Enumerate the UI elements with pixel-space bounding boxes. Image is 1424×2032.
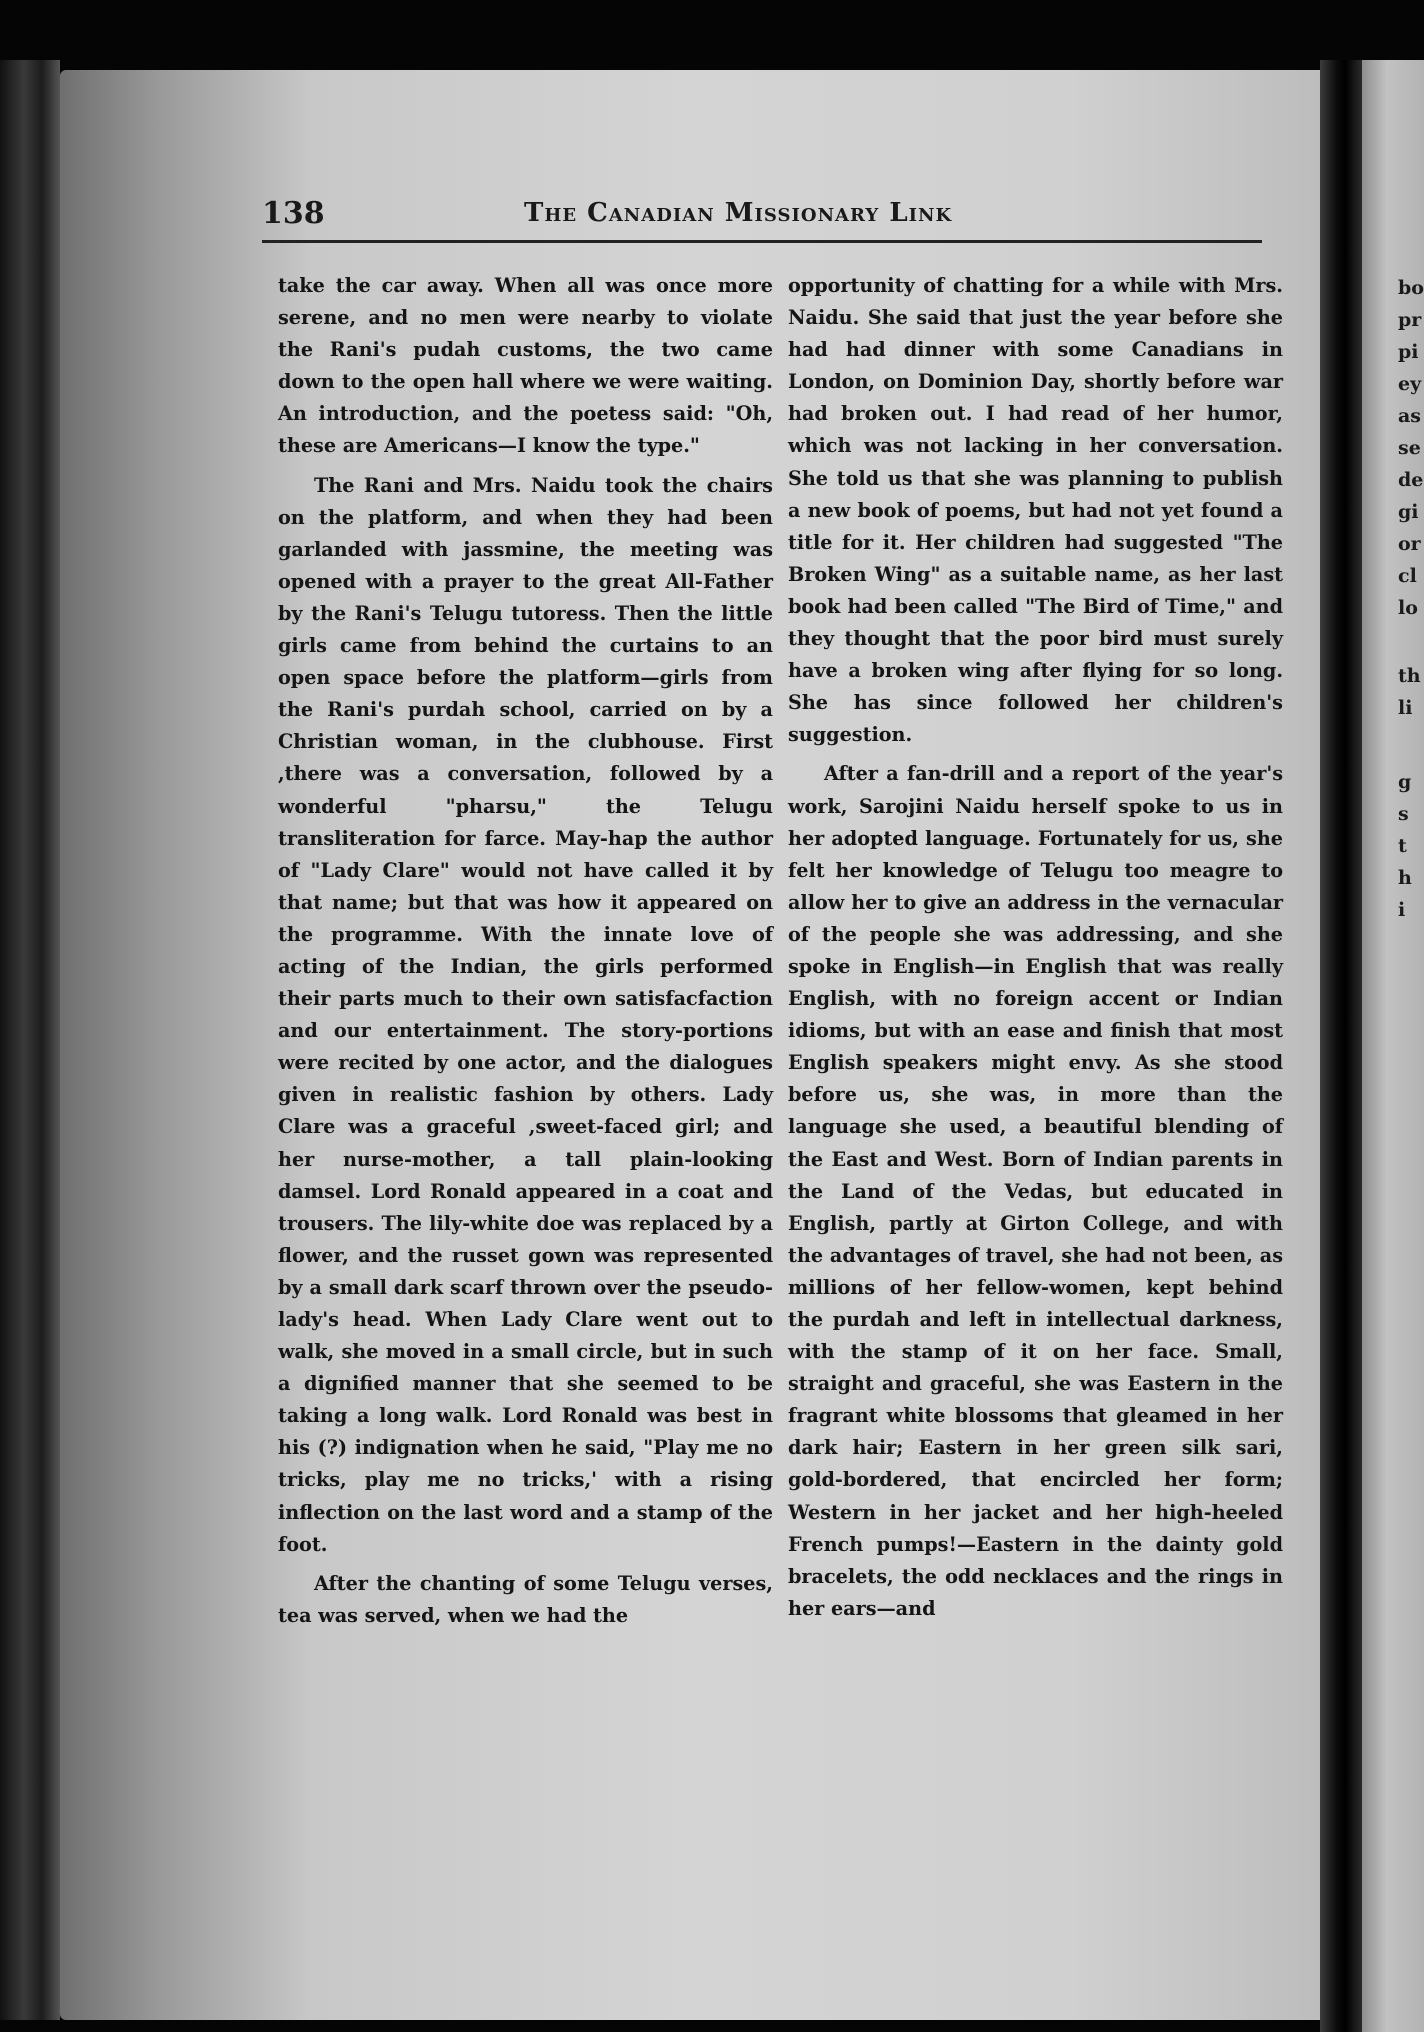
fragment: th (1398, 665, 1421, 687)
running-header (262, 196, 1262, 240)
fragment: or (1398, 533, 1421, 555)
left-column (278, 270, 773, 1632)
fragment: de (1398, 469, 1424, 491)
fragment: s (1398, 803, 1409, 825)
page-number: 138 (262, 196, 325, 231)
fragment: pi (1398, 341, 1419, 363)
fragment: g (1398, 771, 1412, 793)
fragment: li (1398, 697, 1413, 719)
header-rule (262, 240, 1262, 243)
fragment (1398, 624, 1424, 660)
fragment: as (1398, 405, 1422, 427)
paragraph: opportunity of chatting for a while with Mrs. Naidu. She said that just the year before she had had dinner with some Canadians in London, on Dominion Day, shortly before war had broken out. I had read of her humor, which was not lacking in her conversation. She told us that she was planning to publish a new book of poems, but had not yet found a title for it. Her children had suggested "The Broken Wing" as a suitable name, as her last book had been called "The Bird of Time," and they thought that the poor bird must surely have a broken wing after flying for so long. She has since followed her children's suggestion. (788, 274, 1283, 747)
fragment: cl (1398, 565, 1417, 587)
paragraph: take the car away. When all was once more serene, and no men were nearby to violate the Rani's pudah customs, the two came down to the open hall where we were waiting. An introduction, and the poetess said: "Oh, these are Americans—I know the type." (278, 274, 773, 458)
fragment: lo (1398, 597, 1418, 619)
journal-title: The Canadian Missionary Link (524, 198, 953, 228)
fragment (1398, 724, 1424, 766)
paragraph: After a fan-drill and a report of the year's work, Sarojini Naidu herself spoke to us in her adopted language. Fortunately for us, she felt her knowledge of Telugu too meagre to allow her to give an address in the vernacular of the people she was addressing, and she spoke in English—in English that was really English, with no foreign accent or Indian idioms, but with an ease and finish that most English speakers might envy. As she stood before us, she was, in more than the language she used, a beautiful blending of the East and West. Born of Indian parents in the Land of the Vedas, but educated in English, partly at Girton College, and with the advantages of travel, she had not been, as millions of her fellow-women, kept behind the purdah and left in intellectual darkness, with the stamp of it on her face. Small, straight and graceful, she was Eastern in the fragrant white blossoms that gleamed in her dark hair; Eastern in her green silk sari, gold-bordered, that encircled her form; Western in her jacket and her high-heeled French pumps!—Eastern in the dainty gold bracelets, the odd necklaces and the rings in her ears—and (788, 762, 1283, 1620)
fragment: pr (1398, 309, 1422, 331)
paragraph: After the chanting of some Telugu verses, tea was served, when we had the (278, 1571, 773, 1627)
left-page-edge (0, 60, 60, 2020)
fragment: se (1398, 437, 1421, 459)
right-column (788, 270, 1283, 1625)
fragment: i (1398, 899, 1406, 921)
fragment: ey (1398, 373, 1422, 395)
fragment: h (1398, 867, 1412, 889)
fragment: t (1398, 835, 1407, 857)
book-gutter (1320, 60, 1362, 2032)
fragment: bo (1398, 277, 1424, 299)
fragment: gi (1398, 501, 1419, 523)
facing-page-text-fragments (1398, 272, 1424, 926)
paragraph: The Rani and Mrs. Naidu took the chairs on the platform, and when they had been garlanded with jassmine, the meeting was opened with a prayer to the great All-Father by the Rani's Telugu tutoress. Then the little girls came from behind the curtains to an open space before the platform—girls from the Rani's purdah school, carried on by a Christian woman, in the clubhouse. First ,there was a conversation, followed by a wonderful "pharsu," the Telugu transliteration for farce. May-hap the author of "Lady Clare" would not have called it by that name; but that was how it appeared on the programme. With the innate love of acting of the Indian, the girls performed their parts much to their own satisfacfaction and our entertainment. The story-portions were recited by one actor, and the dialogues given in realistic fashion by others. Lady Clare was a graceful ,sweet-faced girl; and her nurse-mother, a tall plain-looking damsel. Lord Ronald appeared in a coat and trousers. The lily-white doe was replaced by a flower, and the russet gown was represented by a small dark scarf thrown over the pseudo-lady's head. When Lady Clare went out to walk, she moved in a small circle, but in such a dignified manner that she seemed to be taking a long walk. Lord Ronald was best in his (?) indignation when he said, "Play me no tricks, play me no tricks,' with a rising inflection on the last word and a stamp of the foot. (278, 473, 773, 1556)
